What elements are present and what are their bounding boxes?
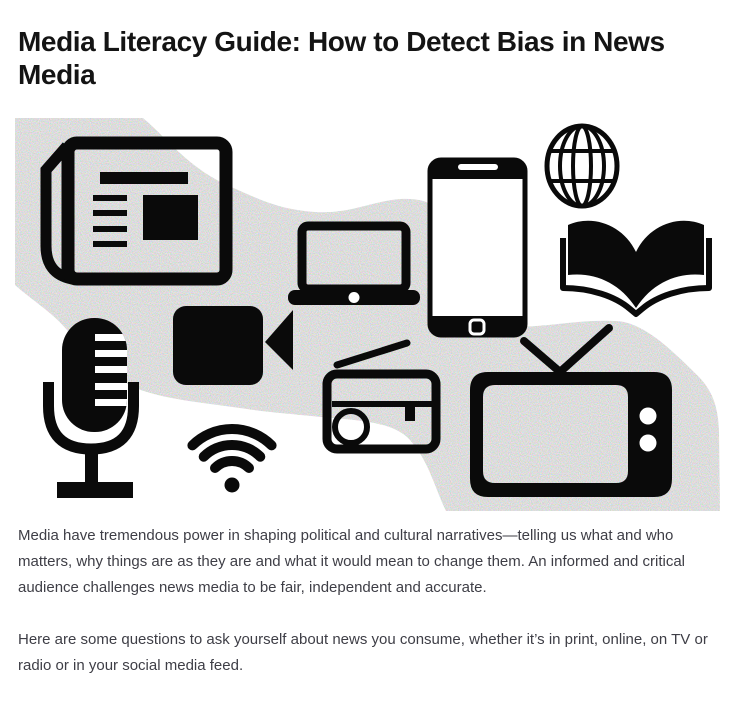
microphone-icon	[49, 318, 134, 498]
open-book-icon	[563, 221, 709, 314]
wifi-icon	[192, 429, 271, 493]
questions-paragraph: Here are some questions to ask yourself about news you consume, whether it’s in print, online, on TV or radio or in your social media feed.	[18, 631, 708, 674]
article-page	[0, 25, 740, 679]
page-title: Media Literacy Guide: How to Detect Bias in News Media	[18, 26, 665, 90]
hero-illustration	[15, 118, 725, 511]
intro-paragraph: Media have tremendous power in shaping political and cultural narratives—telling us what and who matters, why things are as they are and what it would mean to change them. An informed and critical audience challenges news media to be fair, independent and accurate.	[18, 527, 686, 596]
globe-icon	[547, 126, 617, 206]
smartphone-icon	[430, 160, 525, 335]
